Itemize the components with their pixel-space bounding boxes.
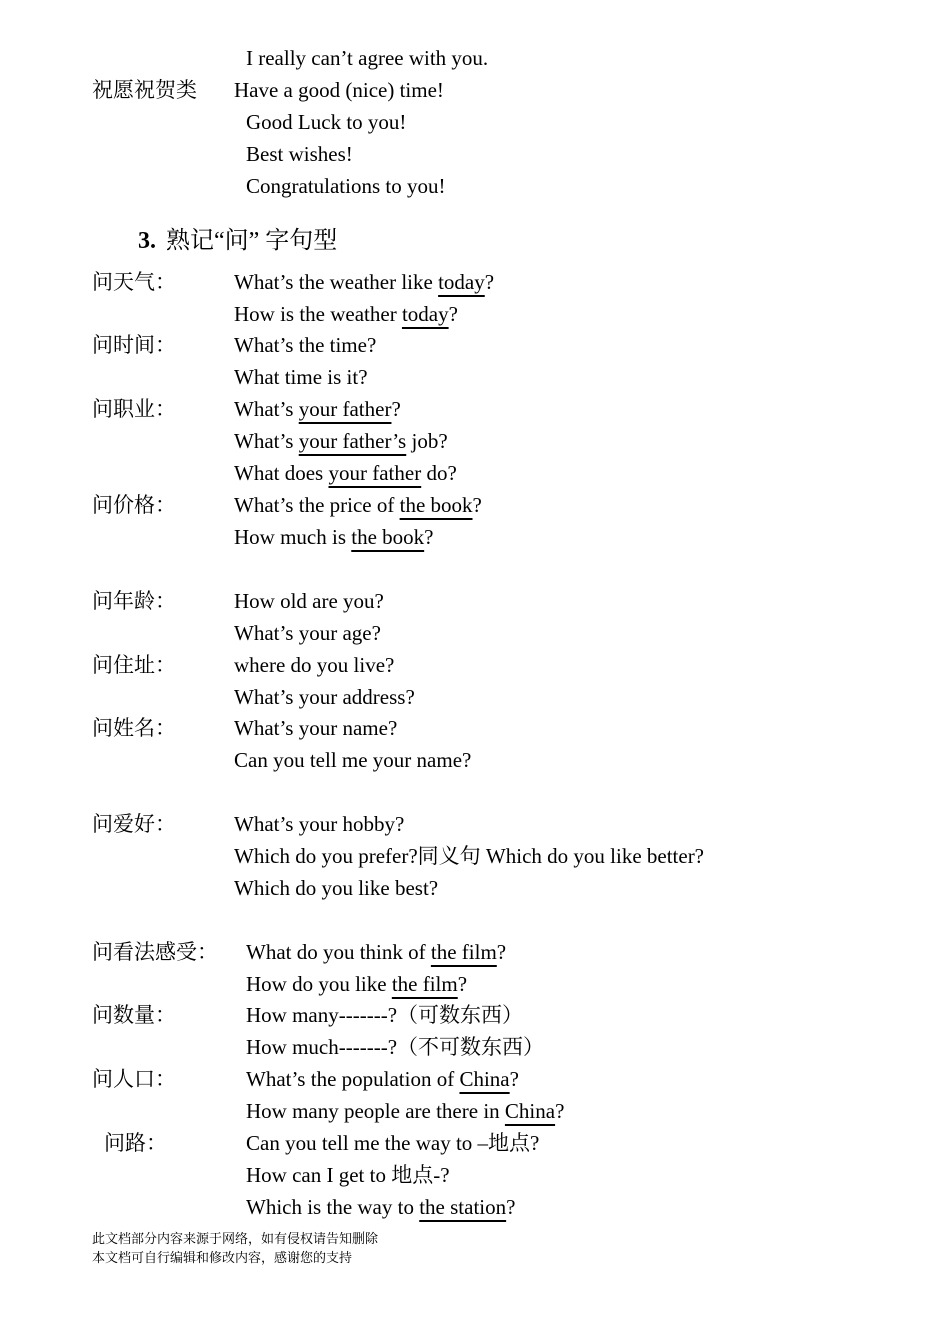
weather-underlined: today [438,270,485,294]
weather-line-1: What’s the weather like today? [234,270,495,294]
directions-label: 问路： [104,1131,167,1155]
price-line-2: How much is the book? [234,525,434,549]
opinion-underlined: the film [391,972,458,996]
price-line-1: What’s the price of the book? [234,493,482,517]
quantity-line-1: How many-------?（可数东西） [246,1003,524,1027]
population-line-2: How many people are there in China? [246,1099,565,1123]
opinion-line-1: What do you think of the film? [246,940,507,964]
directions-line-1: Can you tell me the way to –地点? [246,1131,540,1155]
name-line-1: What’s your name? [234,716,398,740]
section-number: 3. [138,228,156,254]
directions-line-2: How can I get to 地点-? [246,1163,450,1187]
job-line-2: What’s your father’s job? [234,429,448,453]
disagree-line: I really can’t agree with you. [246,46,489,70]
job-underlined: your father [298,397,392,421]
name-line-2: Can you tell me your name? [234,748,472,772]
price-label: 问价格： [92,493,176,517]
population-line-1: What’s the population of China? [246,1067,519,1091]
hobby-label: 问爱好： [92,812,176,836]
quantity-label: 问数量： [92,1003,176,1027]
weather-line-2: How is the weather today? [234,302,458,326]
time-line-1: What’s the time? [234,333,377,357]
wishes-line-4: Congratulations to you! [246,174,446,198]
directions-underlined: the station [419,1195,507,1219]
section-title: 熟记“问” 字句型 [166,228,338,254]
address-label: 问住址： [92,653,176,677]
wishes-line-1: Have a good (nice) time! [234,78,444,102]
footer-line-2: 本文档可自行编辑和修改内容，感谢您的支持 [92,1251,353,1266]
wishes-line-3: Best wishes! [246,142,353,166]
section-3-heading [138,225,337,257]
address-line-2: What’s your address? [234,685,415,709]
hobby-line-3: Which do you like best? [234,876,439,900]
population-underlined: China [459,1067,510,1091]
population-label: 问人口： [92,1067,176,1091]
age-line-1: How old are you? [234,589,384,613]
price-underlined: the book [399,493,473,517]
footer-line-1: 此文档部分内容来源于网络，如有侵权请告知删除 [92,1232,379,1247]
opinion-line-2: How do you like the film? [246,972,468,996]
hobby-line-2: Which do you prefer?同义句 Which do you like better? [234,844,705,868]
opinion-underlined: the film [430,940,497,964]
job-line-3: What does your father do? [234,461,457,485]
weather-underlined: today [401,302,449,326]
job-label: 问职业： [92,397,176,421]
directions-line-3: Which is the way to the station? [246,1195,516,1219]
wishes-label: 祝愿祝贺类 [92,78,197,102]
age-line-2: What’s your age? [234,621,381,645]
opinion-label: 问看法感受： [92,940,218,964]
quantity-line-2: How much-------?（不可数东西） [246,1035,545,1059]
job-line-1: What’s your father? [234,397,401,421]
time-line-2: What time is it? [234,365,368,389]
job-underlined: your father’s [298,429,407,453]
hobby-line-1: What’s your hobby? [234,812,405,836]
job-underlined: your father [328,461,422,485]
name-label: 问姓名： [92,716,176,740]
weather-label: 问天气： [92,270,176,294]
population-underlined: China [504,1099,556,1123]
age-label: 问年龄： [92,589,176,613]
address-line-1: where do you live? [234,653,395,677]
price-underlined: the book [351,525,425,549]
time-label: 问时间： [92,333,176,357]
wishes-line-2: Good Luck to you! [246,110,407,134]
